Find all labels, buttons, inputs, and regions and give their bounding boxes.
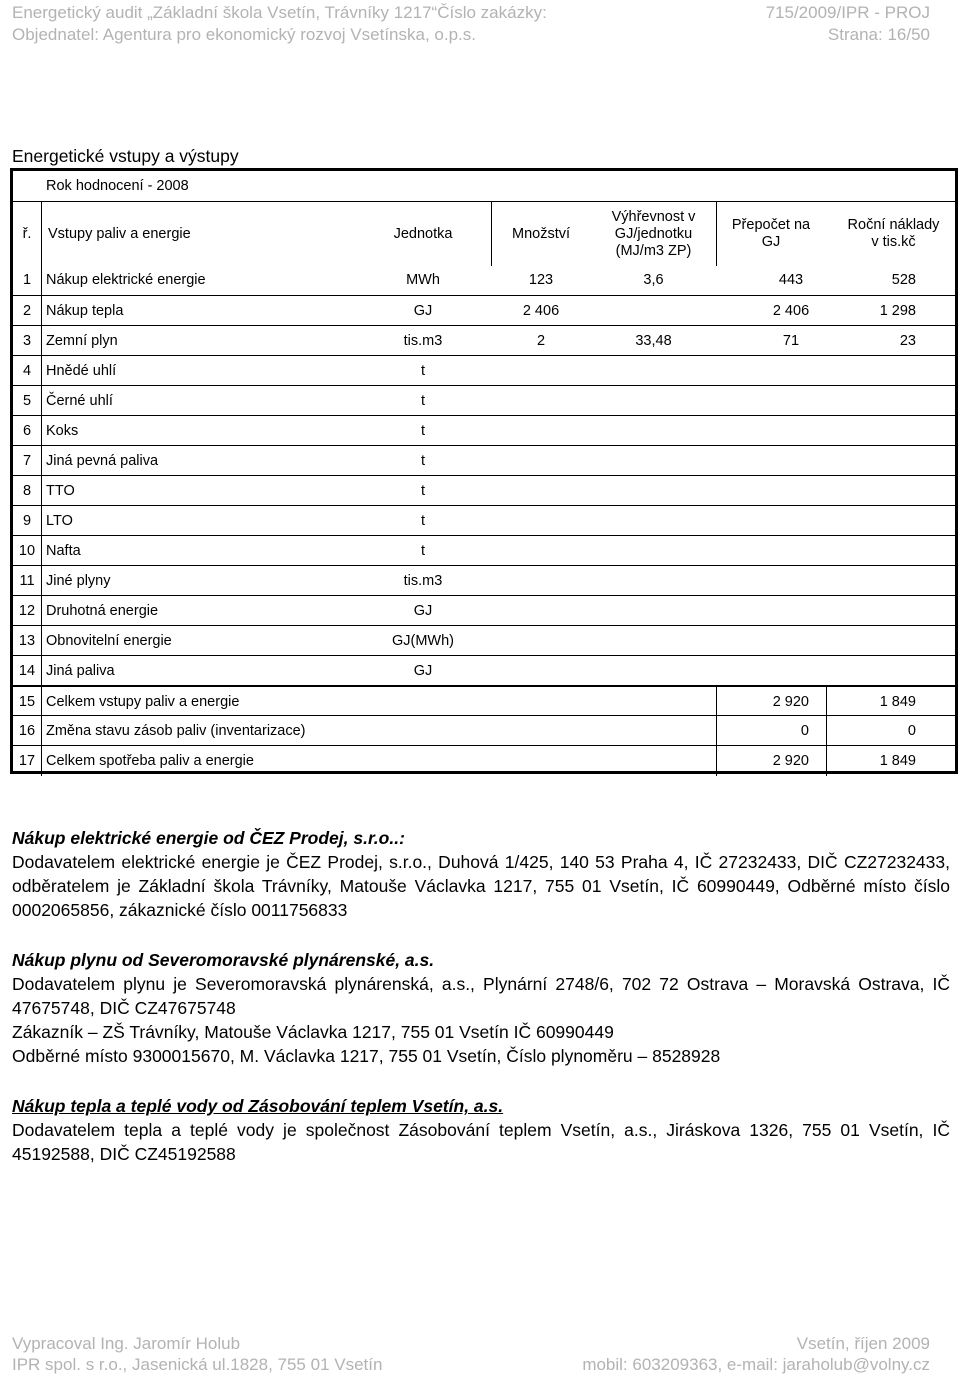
row-number: 13 <box>18 633 36 649</box>
row-calorific-value <box>591 566 716 596</box>
total-row-cost: 0 <box>907 723 916 739</box>
footer-author: Vypracoval Ing. Jaromír Holub <box>12 1334 241 1353</box>
gas-paragraph <box>12 948 950 1068</box>
col-header-qty: Množství <box>511 225 570 242</box>
total-row-cost: 1 849 <box>879 694 916 710</box>
col-header-cost <box>826 202 960 266</box>
row-name: Koks <box>46 423 79 439</box>
row-calorific-value <box>591 446 716 476</box>
header-project-title: Energetický audit „Základní škola Vsetín, Trávníky 1217“Číslo zakázky: <box>12 3 547 22</box>
row-calorific-value <box>591 536 716 566</box>
row-unit: t <box>420 423 426 439</box>
row-number: 7 <box>22 453 32 469</box>
row-name: Jiná pevná paliva <box>46 453 159 469</box>
row-quantity <box>491 356 591 386</box>
row-cost: 528 <box>891 272 916 288</box>
row-unit: t <box>420 513 426 529</box>
table-row <box>13 445 955 476</box>
row-calorific-value <box>591 296 716 326</box>
row-quantity: 2 <box>536 333 546 349</box>
total-row-name: Změna stavu zásob paliv (inventarizace) <box>46 723 306 739</box>
heat-paragraph <box>12 1094 950 1166</box>
row-number: 5 <box>22 393 32 409</box>
row-number: 12 <box>18 603 36 619</box>
page-footer-line-2 <box>12 1355 930 1375</box>
row-gj: 71 <box>782 333 800 349</box>
table-total-row <box>13 685 955 717</box>
table-year-row <box>13 171 955 201</box>
row-cost: 23 <box>899 333 916 349</box>
table-total-row <box>13 715 955 746</box>
table-row <box>13 415 955 446</box>
row-number: 8 <box>22 483 32 499</box>
cez-text: Dodavatelem elektrické energie je ČEZ Prodej, s.r.o., Duhová 1/425, 140 53 Praha 4, IČ 27232433, DIČ CZ27232433, odběratelem je Základní škola Trávníky, Matouše Václavka 1217, 755 01 Vsetín, IČ 60990449, Odběrné místo číslo 0002065856, zákaznické číslo 0011756833 <box>12 852 950 920</box>
row-calorific-value <box>591 356 716 386</box>
total-row-gj: 0 <box>800 723 809 739</box>
footer-company: IPR spol. s r.o., Jasenická ul.1828, 755 01 Vsetín <box>12 1355 383 1374</box>
row-quantity <box>491 386 591 416</box>
row-number: 1 <box>22 272 32 288</box>
row-quantity <box>491 506 591 536</box>
col-header-gj <box>716 202 826 266</box>
table-row <box>13 655 955 686</box>
row-unit: GJ <box>413 663 433 679</box>
row-name: Nafta <box>46 543 81 559</box>
table-row <box>13 535 955 566</box>
row-number: 2 <box>22 303 32 319</box>
total-row-number: 17 <box>18 753 36 769</box>
row-unit: tis.m3 <box>403 333 443 349</box>
row-quantity: 2 406 <box>522 303 560 319</box>
row-cost <box>826 506 916 536</box>
row-calorific-value <box>591 506 716 536</box>
table-row <box>13 325 955 356</box>
row-cost: 1 298 <box>879 303 916 319</box>
row-name: Nákup elektrické energie <box>46 272 206 288</box>
row-name: Černé uhlí <box>46 393 113 409</box>
row-number: 14 <box>18 663 36 679</box>
page-header-line-2 <box>12 25 930 45</box>
row-calorific-value <box>591 596 716 626</box>
row-name: Obnovitelní energie <box>46 633 172 649</box>
table-row <box>13 475 955 506</box>
total-row-name: Celkem vstupy paliv a energie <box>46 694 240 710</box>
page-footer-line-1 <box>12 1334 930 1354</box>
row-unit: GJ(MWh) <box>391 633 454 649</box>
row-gj: 443 <box>778 272 804 288</box>
table-header-row <box>13 201 955 266</box>
total-row-number: 16 <box>18 723 36 739</box>
row-cost <box>826 386 916 416</box>
header-order-number: 715/2009/IPR - PROJ <box>765 3 930 22</box>
col-header-name: Vstupy paliv a energie <box>48 225 191 242</box>
row-quantity <box>491 446 591 476</box>
heat-text: Dodavatelem tepla a teplé vody je společnost Zásobování teplem Vsetín, a.s., Jiráskova 1326, 755 01 Vsetín, IČ 45192588, DIČ CZ45192588 <box>12 1120 950 1164</box>
row-unit: GJ <box>413 603 433 619</box>
gas-delivery-point: Odběrné místo 9300015670, M. Václavka 1217, 755 01 Vsetín, Číslo plynoměru – 8528928 <box>12 1046 721 1066</box>
table-row <box>13 595 955 626</box>
total-row-gj: 2 920 <box>772 694 809 710</box>
col-header-num: ř. <box>22 225 32 242</box>
row-cost <box>826 626 916 656</box>
col-header-calorific-2: GJ/jednotku <box>614 225 693 242</box>
row-unit: MWh <box>406 272 440 288</box>
footer-contact: mobil: 603209363, e-mail: jaraholub@volny.cz <box>582 1355 930 1374</box>
row-quantity <box>491 476 591 506</box>
row-number: 9 <box>22 513 32 529</box>
heat-title: Nákup tepla a teplé vody od Zásobování teplem Vsetín, a.s. <box>12 1096 504 1116</box>
row-gj: 2 406 <box>772 303 810 319</box>
col-header-unit: Jednotka <box>393 225 453 242</box>
gas-text: Dodavatelem plynu je Severomoravská plynárenská, a.s., Plynární 2748/6, 702 72 Ostrava – Moravská Ostrava, IČ 47675748, DIČ CZ47675748 <box>12 974 950 1018</box>
col-header-gj-2: GJ <box>761 234 781 250</box>
row-quantity: 123 <box>528 272 554 288</box>
total-row-name: Celkem spotřeba paliv a energie <box>46 753 254 769</box>
row-name: Nákup tepla <box>46 303 124 319</box>
row-quantity <box>491 566 591 596</box>
row-number: 10 <box>18 543 36 559</box>
row-calorific-value <box>591 386 716 416</box>
total-row-number: 15 <box>18 694 36 710</box>
row-calorific-value <box>591 656 716 686</box>
footer-date: Vsetín, říjen 2009 <box>796 1334 930 1353</box>
header-client: Objednatel: Agentura pro ekonomický rozvoj Vsetínska, o.p.s. <box>12 25 476 44</box>
row-name: Jiné plyny <box>46 573 111 589</box>
row-name: Hnědé uhlí <box>46 363 117 379</box>
col-header-calorific-3: (MJ/m3 ZP) <box>615 242 692 259</box>
year-label: Rok hodnocení - 2008 <box>46 178 189 194</box>
row-unit: GJ <box>413 303 433 319</box>
row-cost <box>826 356 916 386</box>
table-row <box>13 565 955 596</box>
table-row <box>13 385 955 416</box>
row-quantity <box>491 416 591 446</box>
row-name: LTO <box>46 513 73 529</box>
table-row <box>13 295 955 326</box>
row-name: Zemní plyn <box>46 333 118 349</box>
col-header-calorific-1: Výhřevnost v <box>611 208 696 225</box>
energy-table <box>10 168 958 774</box>
row-cost <box>826 446 916 476</box>
row-cost <box>826 656 916 686</box>
row-cost <box>826 416 916 446</box>
row-name: TTO <box>46 483 75 499</box>
row-number: 11 <box>19 573 35 589</box>
row-quantity <box>491 626 591 656</box>
row-number: 3 <box>22 333 32 349</box>
col-header-gj-1: Přepočet na <box>731 217 811 233</box>
cez-paragraph <box>12 826 950 922</box>
row-cost <box>826 566 916 596</box>
row-quantity <box>491 536 591 566</box>
row-cost <box>826 596 916 626</box>
row-unit: t <box>420 393 426 409</box>
section-title: Energetické vstupy a výstupy <box>12 146 239 166</box>
table-row <box>13 355 955 386</box>
gas-title: Nákup plynu od Severomoravské plynárenské, a.s. <box>12 950 435 970</box>
row-quantity <box>491 596 591 626</box>
col-header-cost-1: Roční náklady <box>847 217 940 233</box>
row-calorific-value <box>591 476 716 506</box>
row-calorific-value <box>591 626 716 656</box>
row-unit: t <box>420 483 426 499</box>
total-row-gj: 2 920 <box>772 753 809 769</box>
table-row <box>13 505 955 536</box>
row-unit: t <box>420 543 426 559</box>
row-unit: tis.m3 <box>403 573 443 589</box>
row-number: 6 <box>22 423 32 439</box>
row-cost <box>826 536 916 566</box>
row-name: Druhotná energie <box>46 603 159 619</box>
row-name: Jiná paliva <box>46 663 115 679</box>
row-unit: t <box>420 363 426 379</box>
row-calorific-value <box>591 416 716 446</box>
cez-title: Nákup elektrické energie od ČEZ Prodej, s.r.o..: <box>12 828 405 848</box>
table-row <box>13 625 955 656</box>
col-header-cost-2: v tis.kč <box>871 234 916 250</box>
table-total-row <box>13 745 955 776</box>
table-row <box>13 265 955 295</box>
row-calorific-value: 3,6 <box>643 272 664 288</box>
row-cost <box>826 476 916 506</box>
header-page-number: Strana: 16/50 <box>827 25 930 44</box>
gas-customer: Zákazník – ZŠ Trávníky, Matouše Václavka 1217, 755 01 Vsetín IČ 60990449 <box>12 1022 614 1042</box>
row-quantity <box>491 656 591 686</box>
page-header-line-1 <box>12 3 930 23</box>
row-unit: t <box>420 453 426 469</box>
row-number: 4 <box>22 363 32 379</box>
col-header-calorific <box>591 202 716 266</box>
total-row-cost: 1 849 <box>879 753 916 769</box>
row-calorific-value: 33,48 <box>635 333 672 349</box>
